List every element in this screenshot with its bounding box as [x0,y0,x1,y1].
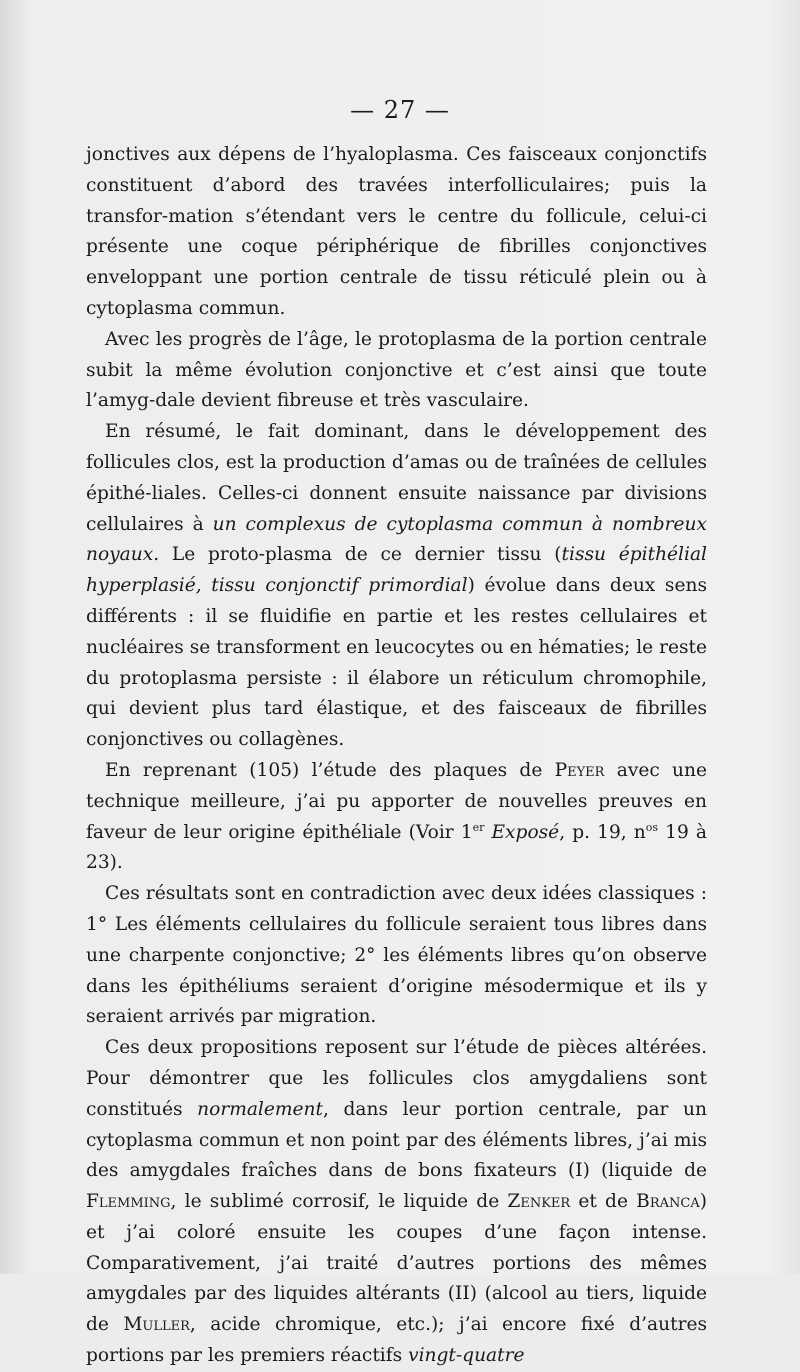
text-run: Ces résultats sont en contradiction avec deux idées classiques : 1° Les éléments cellulaires du follicule seraient tous libres dans une charpente conjonctive; 2° les éléments libres qu’on observe dans les épithéliums seraient d’origine mésodermique et ils y seraient arrivés par migration. [86,883,707,1028]
text-run: Zenker [507,1191,571,1213]
text-run: et de [570,1191,637,1213]
text-run: Ces deux propositions reposent sur l’étude de pièces altérées. Pour démontrer que les follicules clos amygdaliens sont constitués [86,1037,707,1120]
paragraph [86,1033,707,1372]
text-run: Exposé [491,821,560,843]
text-run: vingt-quatre [408,1345,525,1367]
text-run: normalement [197,1098,323,1120]
paragraph [86,140,707,325]
text-run: Branca [636,1191,700,1213]
text-run: un complexus de cytoplasma commun à nombreux noyaux. [86,513,708,566]
text-run: jonctives aux dépens de l’hyaloplasma. Ces faisceaux conjonctifs constituent d’abord des travées interfolliculaires; puis la transfor-mation s’étendant vers le centre du follicule, celui-ci présente une coque périphérique de fibrilles conjonctives enveloppant une portion centrale de tissu réticulé plein ou à cytoplasma commun. [86,144,707,319]
text-run: er [472,820,485,834]
page-number: — 27 — [350,96,450,124]
body-text [86,140,707,1372]
text-run: ) évolue dans deux sens différents : il se fluidifie en partie et les restes cellulaires et nucléaires se transforment en leucocytes ou en hématies; le reste du protoplasma persiste : il élabore un réticulum chromophile, qui devient plus tard élastique, et des faisceaux de fibrilles conjonctives ou collagènes. [86,575,707,751]
text-run: , p. 19, n [559,821,646,843]
text-run: 19 à 23). [86,821,707,874]
paragraph [86,325,707,417]
text-run: , dans leur portion centrale, par un cytoplasma commun et non point par des éléments libres, j’ai mis des amygdales fraîches dans de bons fixateurs (I) (liquide de [86,1098,707,1182]
text-run: os [645,820,659,834]
text-run: Peyer [554,759,605,781]
paragraph [86,879,707,1033]
text-run: En reprenant (105) l’étude des plaques de [105,759,555,781]
text-run: Avec les progrès de l’âge, le protoplasma de la portion centrale subit la même évolution conjonctive et c’est ainsi que toute l’amyg-dale devient fibreuse et très vasculaire. [86,328,707,412]
paragraph [86,417,707,756]
text-run: Flemming [86,1191,171,1213]
text-run: ) et j’ai coloré ensuite les coupes d’une façon intense. Comparativement, j’ai traité d’autres portions des mêmes amygdales par des liquides altérants (II) (alcool au tiers, liquide de [86,1191,707,1336]
text-run: Muller [123,1314,190,1336]
text-run: , le sublimé corrosif, le liquide de [170,1191,508,1213]
text-run: En résumé, le fait dominant, dans le développement des follicules clos, est la production d’amas ou de traînées de cellules épithé-liales. Celles-ci donnent ensuite naissance par divisions cellulaires à [86,421,707,535]
text-run: tissu épithélial hyperplasié, tissu conjonctif primordial [86,544,707,597]
text-run: avec une technique meilleure, j’ai pu apporter de nouvelles preuves en faveur de leur origine épithéliale (Voir 1 [86,759,707,843]
text-run: Le proto-plasma de ce dernier tissu ( [159,544,562,566]
text-run: , acide chromique, etc.); j’ai encore fixé d’autres portions par les premiers réactifs [86,1314,708,1367]
paragraph [86,756,707,879]
